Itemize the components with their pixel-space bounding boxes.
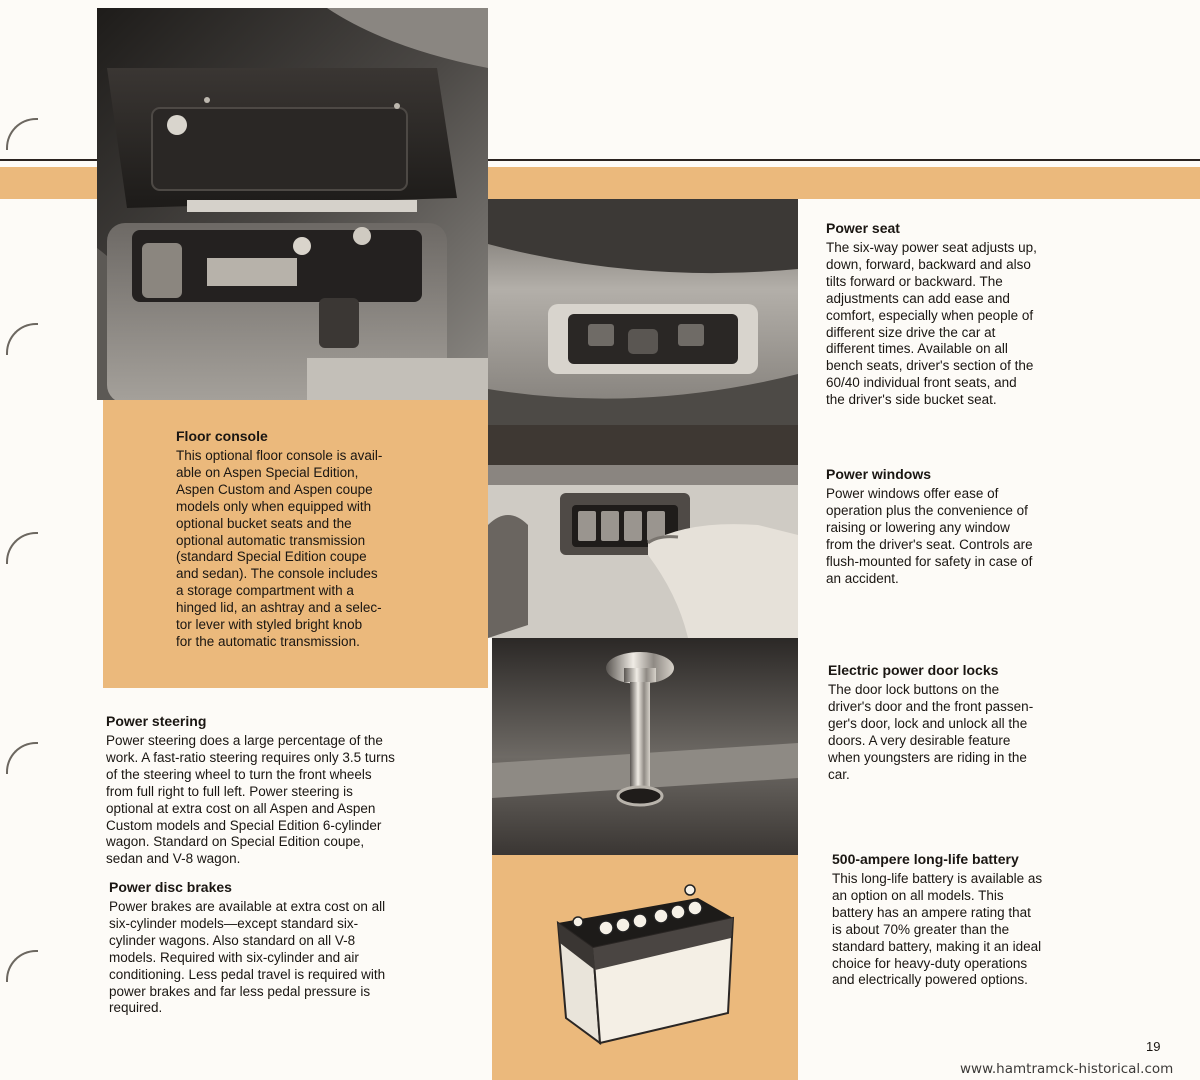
text-line: bench seats, driver's section of the [826, 358, 1034, 374]
text-line: Custom models and Special Edition 6-cylinder [106, 817, 382, 833]
binder-hole-mark [6, 532, 38, 564]
text-line: sedan and V-8 wagon. [106, 851, 241, 867]
text-line: choice for heavy-duty operations [832, 955, 1028, 971]
binder-hole-mark [6, 950, 38, 982]
text-line: cylinder wagons. Also standard on all V-8 [109, 932, 356, 948]
power-windows-heading: Power windows [826, 466, 932, 482]
text-line: an option on all models. This [832, 887, 1004, 903]
power-steering-heading: Power steering [106, 713, 207, 729]
power-seat-body [826, 240, 1086, 409]
text-line: the driver's side bucket seat. [826, 392, 997, 408]
text-line: optional at extra cost on all Aspen and Aspen [106, 800, 376, 816]
power-steering-body [106, 733, 446, 868]
text-line: a storage compartment with a [176, 583, 354, 599]
door-lock-knob-photo [492, 638, 798, 855]
floor-console-section [176, 428, 476, 651]
power-disc-brakes-section [109, 879, 449, 1017]
battery-section [832, 851, 1092, 989]
text-line: adjustments can add ease and [826, 290, 1010, 306]
text-line: different times. Available on all [826, 341, 1008, 357]
text-line: car. [828, 766, 850, 782]
text-line: Power brakes are available at extra cost on all [109, 899, 386, 914]
text-line: an accident. [826, 570, 899, 586]
power-windows-section [826, 466, 1086, 587]
text-line: driver's door and the front passen- [828, 698, 1034, 714]
text-line: different size drive the car at [826, 324, 996, 340]
text-line: when youngsters are riding in the [828, 749, 1027, 765]
text-line: Power windows offer ease of [826, 486, 999, 501]
text-line: from the driver's seat. Controls are [826, 536, 1033, 552]
floor-console-photo [97, 8, 488, 400]
text-line: and electrically powered options. [832, 972, 1028, 988]
text-line: hinged lid, an ashtray and a selec- [176, 600, 382, 616]
text-line: Aspen Custom and Aspen coupe [176, 481, 373, 497]
door-locks-body [828, 682, 1088, 783]
text-line: flush-mounted for safety in case of [826, 553, 1033, 569]
power-steering-section [106, 713, 446, 868]
battery-heading: 500-ampere long-life battery [832, 851, 1019, 867]
battery-photo [548, 878, 738, 1050]
text-line: doors. A very desirable feature [828, 732, 1011, 748]
binder-hole-mark [6, 323, 38, 355]
text-line: of the steering wheel to turn the front wheels [106, 766, 372, 782]
text-line: tilts forward or backward. The [826, 273, 1003, 289]
text-line: for the automatic transmission. [176, 633, 360, 649]
text-line: tor lever with styled bright knob [176, 617, 363, 633]
binder-hole-mark [6, 742, 38, 774]
text-line: work. A fast-ratio steering requires only 3.5 turns [106, 749, 395, 765]
floor-console-body [176, 448, 476, 651]
text-line: comfort, especially when people of [826, 307, 1034, 323]
text-line: This long-life battery is available as [832, 871, 1043, 886]
binder-hole-mark [6, 118, 38, 150]
power-window-switch-photo [488, 425, 798, 638]
text-line: optional bucket seats and the [176, 515, 352, 531]
power-seat-section [826, 220, 1086, 409]
floor-console-heading: Floor console [176, 428, 268, 444]
text-line: The door lock buttons on the [828, 682, 1000, 697]
power-disc-brakes-body [109, 899, 449, 1017]
text-line: models only when equipped with [176, 498, 372, 514]
text-line: optional automatic transmission [176, 532, 366, 548]
text-line: down, forward, backward and also [826, 256, 1031, 272]
text-line: and sedan). The console includes [176, 566, 378, 582]
door-locks-section [828, 662, 1088, 783]
power-seat-heading: Power seat [826, 220, 900, 236]
text-line: Power steering does a large percentage of the [106, 733, 383, 748]
page-number: 19 [1146, 1039, 1161, 1054]
text-line: This optional floor console is avail- [176, 448, 383, 463]
text-line: conditioning. Less pedal travel is required with [109, 966, 386, 982]
text-line: power brakes and far less pedal pressure is [109, 983, 371, 999]
text-line: 60/40 individual front seats, and [826, 375, 1017, 391]
text-line: wagon. Standard on Special Edition coupe, [106, 834, 365, 850]
text-line: (standard Special Edition coupe [176, 549, 367, 565]
text-line: ger's door, lock and unlock all the [828, 715, 1028, 731]
door-locks-heading: Electric power door locks [828, 662, 999, 678]
text-line: models. Required with six-cylinder and air [109, 949, 359, 965]
power-disc-brakes-heading: Power disc brakes [109, 879, 232, 895]
text-line: required. [109, 1000, 163, 1016]
text-line: The six-way power seat adjusts up, [826, 240, 1037, 255]
text-line: standard battery, making it an ideal [832, 938, 1042, 954]
text-line: is about 70% greater than the [832, 921, 1010, 937]
text-line: raising or lowering any window [826, 519, 1010, 535]
text-line: battery has an ampere rating that [832, 904, 1031, 920]
text-line: able on Aspen Special Edition, [176, 464, 359, 480]
text-line: from full right to full left. Power steering is [106, 783, 353, 799]
power-seat-switch-photo [488, 199, 798, 425]
text-line: six-cylinder models—except standard six- [109, 915, 359, 931]
text-line: operation plus the convenience of [826, 502, 1028, 518]
battery-body [832, 871, 1092, 989]
power-windows-body [826, 486, 1086, 587]
watermark-url[interactable]: www.hamtramck-historical.com [960, 1061, 1174, 1077]
